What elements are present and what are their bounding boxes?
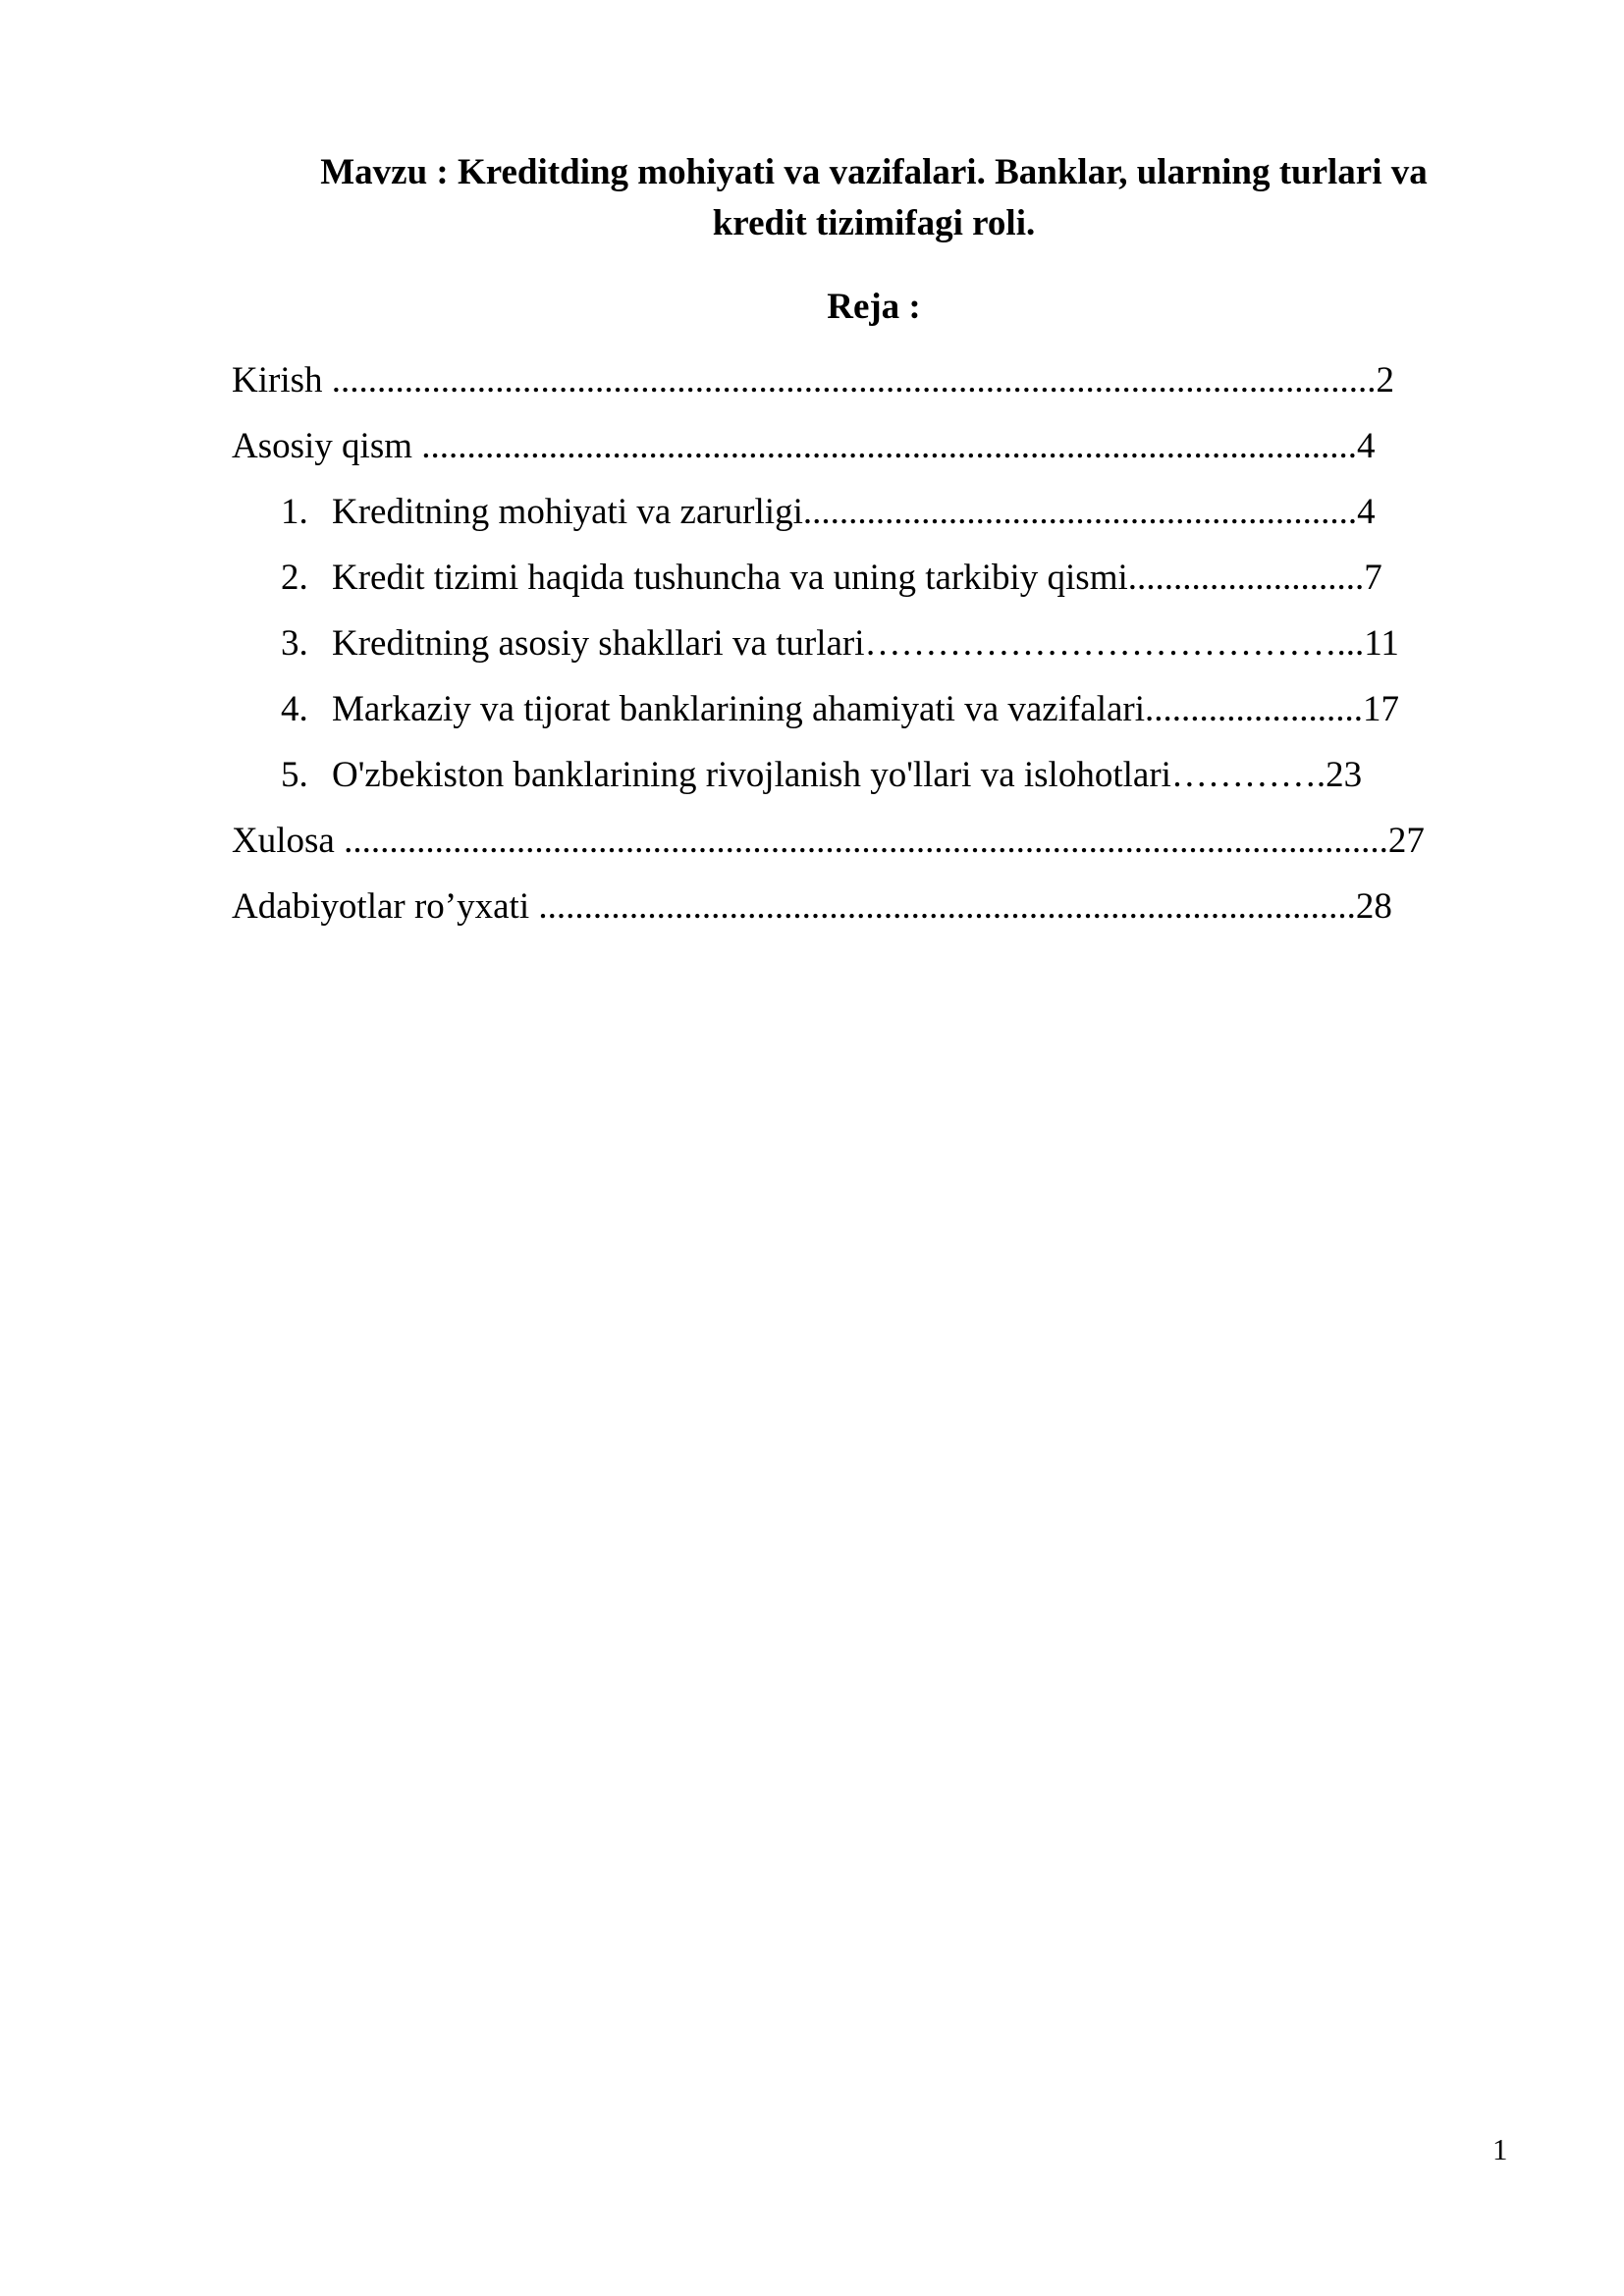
toc-entry-number: 2.: [281, 558, 308, 598]
document-title: [255, 147, 1492, 249]
toc-entry-text: Xulosa ...................................................................................................................27: [232, 821, 1425, 861]
toc-entry-text: Kredit tizimi haqida tushuncha va uning tarkibiy qismi..........................7: [332, 558, 1382, 598]
toc-entry-4: [281, 684, 1399, 735]
plan-heading: Reja :: [827, 287, 921, 327]
toc-entry-text: Kreditning asosiy shakllari va turlari…………………………………...11: [332, 623, 1399, 664]
toc-entry-text: Kirish ...................................................................................................................2: [232, 360, 1394, 400]
toc-entry-2: [281, 553, 1382, 604]
toc-entry-text: Markaziy va tijorat banklarining ahamiyati va vazifalari........................17: [332, 689, 1400, 729]
toc-entry-text: Adabiyotlar ro’yxati ..........................................................................................28: [232, 886, 1392, 927]
toc-entry-text: Kreditning mohiyati va zarurligi.............................................................4: [332, 492, 1376, 532]
toc-entry-number: 5.: [281, 755, 308, 795]
page-number: 1: [1492, 2132, 1508, 2166]
toc-entry-introduction: [232, 355, 1394, 406]
toc-entry-conclusion: [232, 816, 1425, 867]
toc-entry-number: 4.: [281, 689, 308, 729]
toc-entry-main-part: [232, 421, 1376, 472]
toc-entry-5: [281, 750, 1362, 801]
title-line-1: Mavzu : Kreditding mohiyati va vazifalari. Banklar, ularning turlari va: [320, 152, 1428, 192]
toc-entry-text: O'zbekiston banklarining rivojlanish yo'llari va islohotlari………….23: [332, 755, 1363, 795]
title-line-2: kredit tizimifagi roli.: [712, 203, 1036, 243]
toc-entry-number: 1.: [281, 492, 308, 532]
toc-entry-references: [232, 881, 1392, 933]
toc-entry-text: Asosiy qism .......................................................................................................4: [232, 426, 1376, 466]
toc-entry-3: [281, 618, 1399, 669]
toc-entry-1: [281, 487, 1376, 538]
toc-entry-number: 3.: [281, 623, 308, 664]
